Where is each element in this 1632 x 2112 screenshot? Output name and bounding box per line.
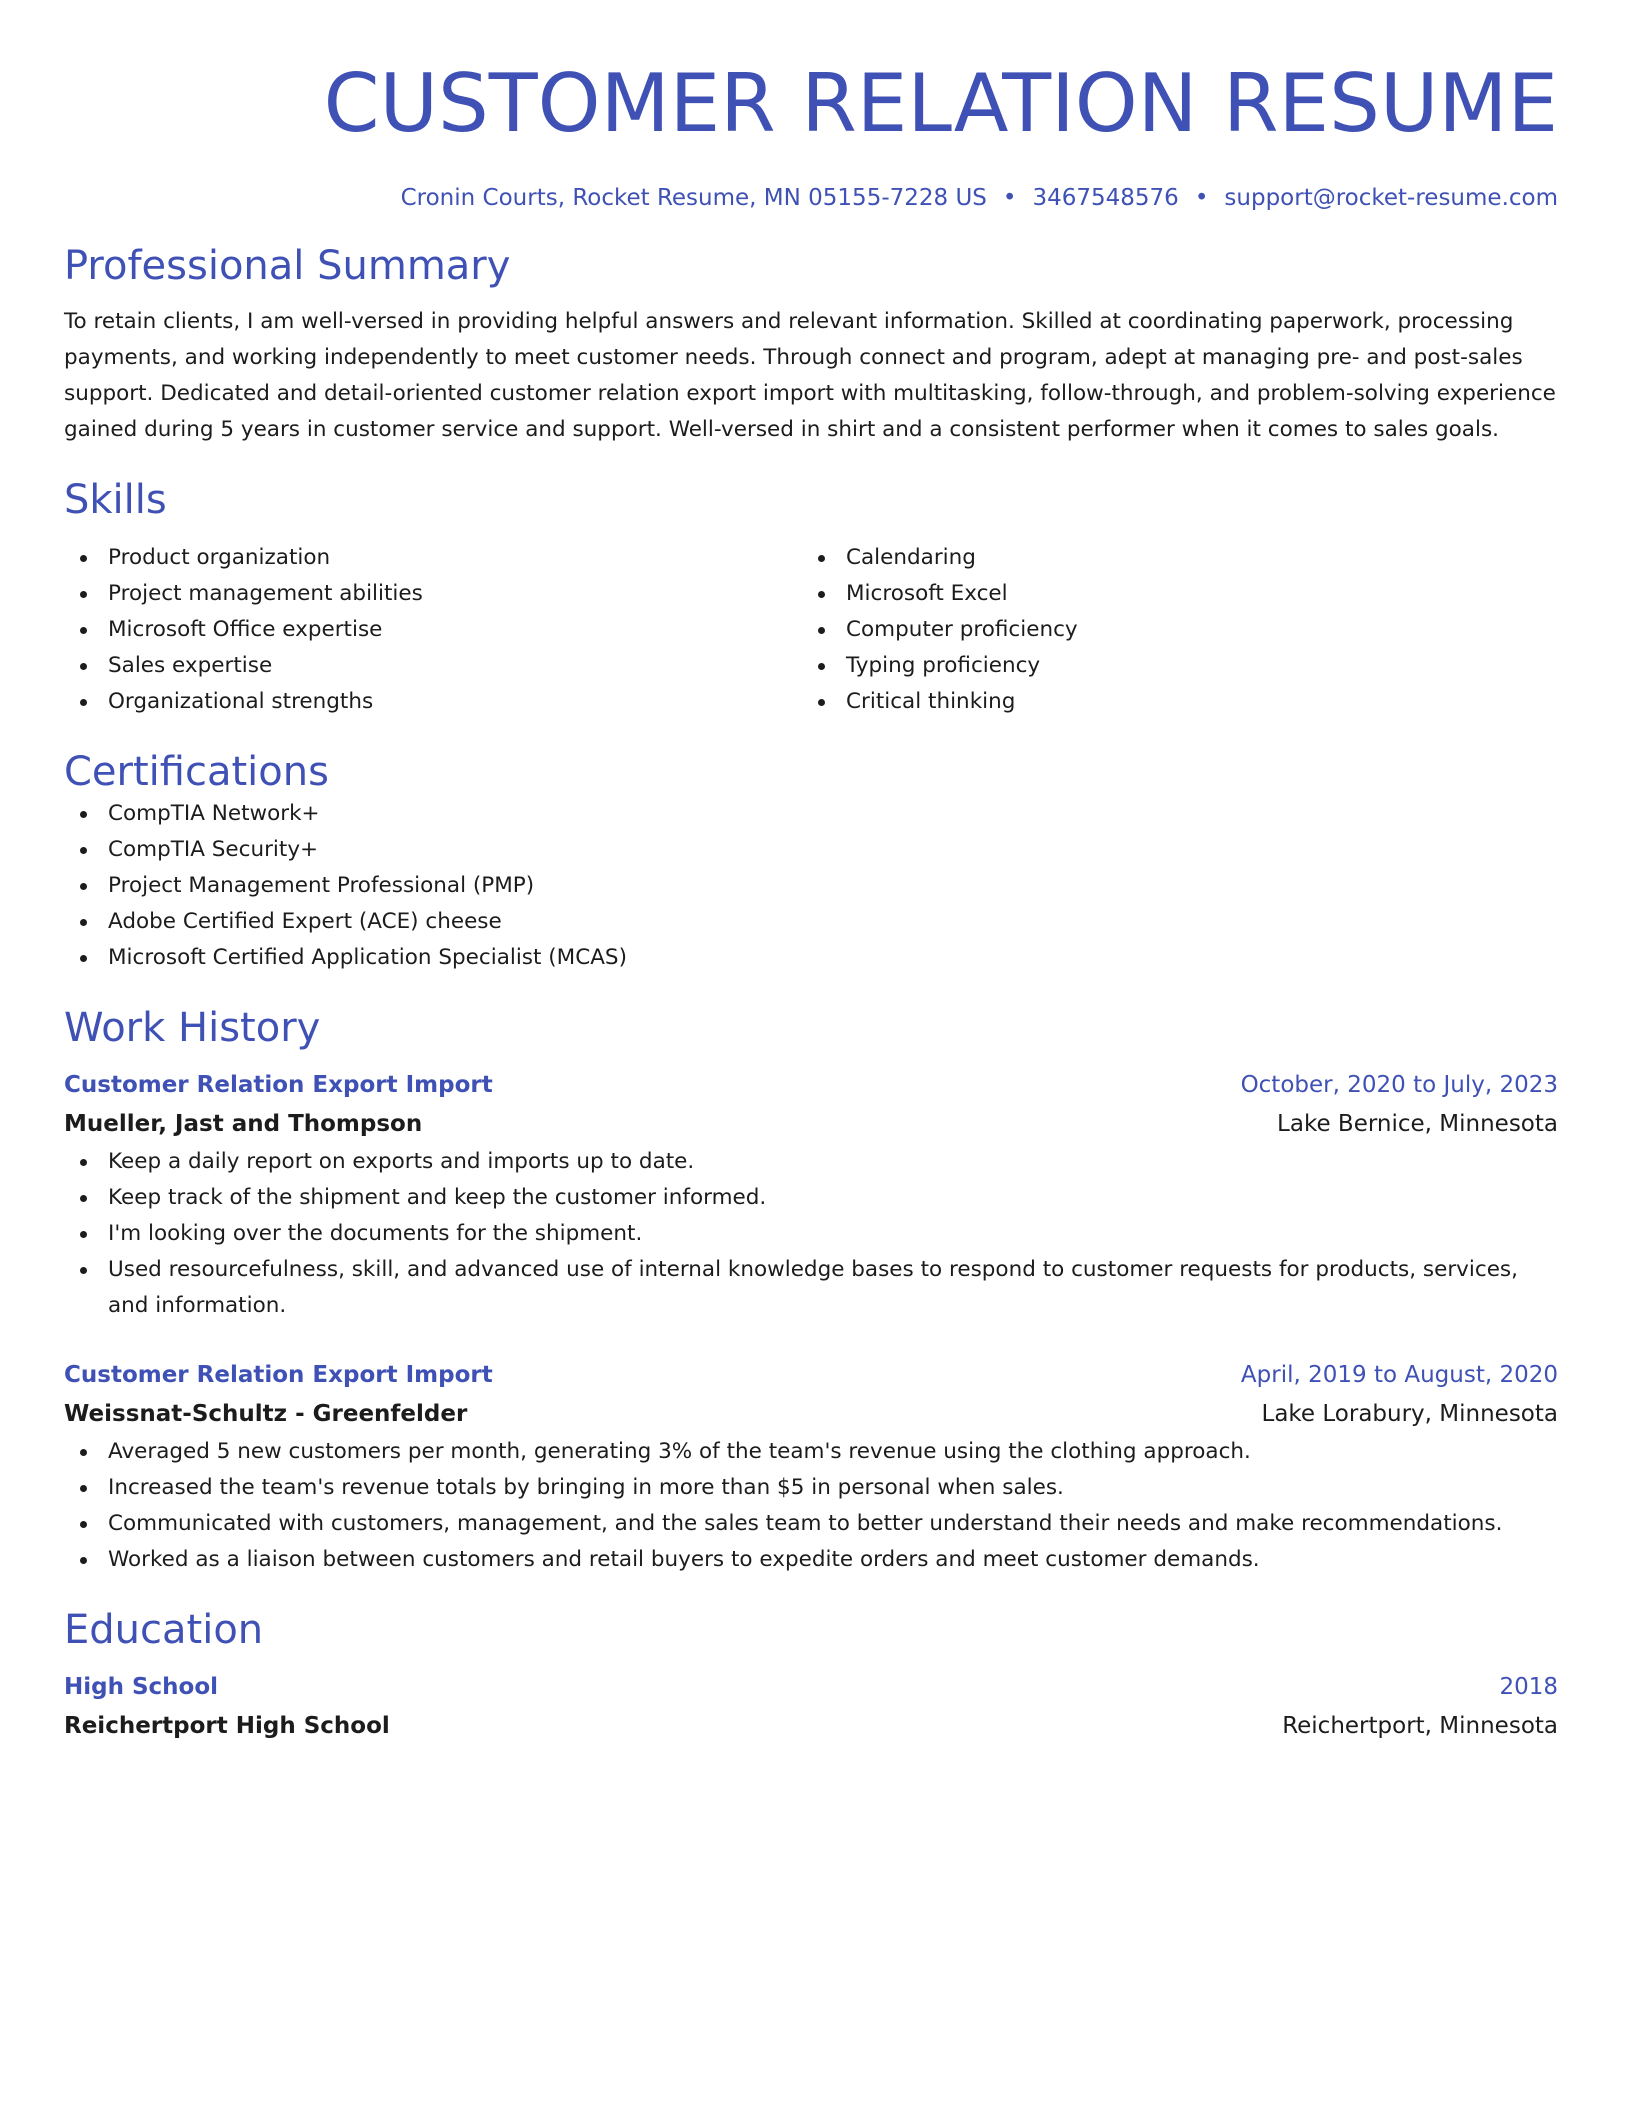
education-entry [64,1668,1558,1746]
work-history-heading: Work History [64,1005,321,1051]
job-dates: October, 2020 to July, 2023 [1240,1072,1558,1098]
education-heading: Education [64,1607,264,1653]
summary-heading: Professional Summary [64,243,511,289]
job-company-row [64,1394,1558,1434]
certification-item: Microsoft Certified Application Specialist (MCAS) [64,940,1558,976]
education-school: Reichertport High School [64,1713,390,1739]
job-bullet: Communicated with customers, management, and the sales team to better understand their needs and make recommendations. [64,1506,1558,1542]
skills-heading: Skills [64,477,167,523]
job-bullet: Averaged 5 new customers per month, generating 3% of the team's revenue using the clothing approach. [64,1434,1558,1470]
skills-list-right [802,540,1540,720]
job-bullet: Used resourcefulness, skill, and advanced use of internal knowledge bases to respond to customer requests for products, services, and information. [64,1252,1558,1324]
job-entry [64,1356,1558,1578]
skill-item: Calendaring [802,540,1540,576]
job-responsibilities [64,1434,1558,1578]
job-bullet: Worked as a liaison between customers and retail buyers to expedite orders and meet customer demands. [64,1542,1558,1578]
skill-item: Typing proficiency [802,648,1540,684]
job-bullet: Increased the team's revenue totals by bringing in more than $5 in personal when sales. [64,1470,1558,1506]
contact-phone: 3467548576 [1032,185,1179,211]
education-school-row [64,1706,1558,1746]
skill-item: Project management abilities [64,576,802,612]
resume-page [64,0,1558,1746]
certifications-list [64,796,1558,976]
education-location: Reichertport, Minnesota [1282,1713,1558,1739]
certification-item: CompTIA Security+ [64,832,1558,868]
skill-item: Computer proficiency [802,612,1540,648]
certification-item: Adobe Certified Expert (ACE) cheese [64,904,1558,940]
job-location: Lake Bernice, Minnesota [1277,1111,1558,1137]
contact-line [64,182,1558,214]
certification-item: CompTIA Network+ [64,796,1558,832]
certification-item: Project Management Professional (PMP) [64,868,1558,904]
skills-columns [64,540,1558,720]
contact-separator: • [1194,185,1209,211]
job-company: Mueller, Jast and Thompson [64,1111,423,1137]
job-header-row [64,1356,1558,1394]
contact-address: Cronin Courts, Rocket Resume, MN 05155-7228 US [400,185,987,211]
job-entry [64,1066,1558,1324]
skill-item: Microsoft Excel [802,576,1540,612]
skill-item: Critical thinking [802,684,1540,720]
skill-item: Organizational strengths [64,684,802,720]
contact-separator: • [1002,185,1017,211]
skill-item: Microsoft Office expertise [64,612,802,648]
certifications-heading: Certifications [64,749,329,795]
skill-item: Product organization [64,540,802,576]
skill-item: Sales expertise [64,648,802,684]
skills-list-left [64,540,802,720]
job-title: Customer Relation Export Import [64,1362,493,1388]
job-dates: April, 2019 to August, 2020 [1240,1362,1558,1388]
job-title: Customer Relation Export Import [64,1072,493,1098]
job-header-row [64,1066,1558,1104]
job-company-row [64,1104,1558,1144]
job-location: Lake Lorabury, Minnesota [1261,1401,1558,1427]
education-header-row [64,1668,1558,1706]
resume-title: CUSTOMER RELATION RESUME [323,57,1558,150]
job-bullet: Keep a daily report on exports and imports up to date. [64,1144,1558,1180]
contact-email: support@rocket-resume.com [1224,185,1558,211]
job-bullet: Keep track of the shipment and keep the customer informed. [64,1180,1558,1216]
education-degree: High School [64,1674,219,1700]
job-company: Weissnat-Schultz - Greenfelder [64,1401,468,1427]
education-year: 2018 [1499,1674,1558,1700]
summary-text: To retain clients, I am well-versed in providing helpful answers and relevant information. Skilled at coordinating paperwork, processing payments, and working independently to meet customer needs. Through connect and program, adept at managing pre- and post-sales support. Dedicated and detail-oriented customer relation export import with multitasking, follow-through, and problem-solving experience gained during 5 years in customer service and support. Well-versed in shirt and a consistent performer when it comes to sales goals. [64,309,1556,442]
job-bullet: I'm looking over the documents for the shipment. [64,1216,1558,1252]
job-responsibilities [64,1144,1558,1324]
